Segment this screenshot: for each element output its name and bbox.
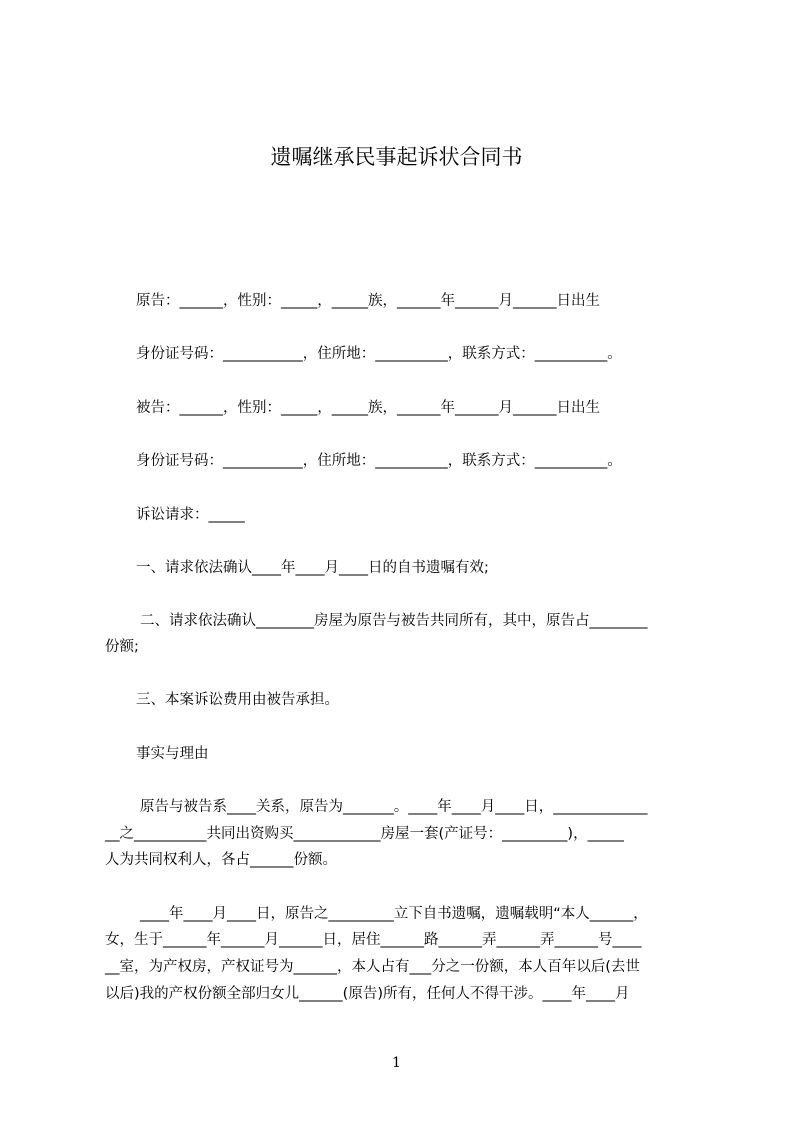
facts-p2-line-2: 女，生于______年______月______日，居住______路______弄______弄______号____ [105, 932, 642, 948]
claim-1: 一、请求依法确认____年____月____日的自书遗嘱有效; [136, 560, 489, 576]
defendant-id-line: 身份证号码：___________，住所地：__________，联系方式：__________。 [136, 453, 622, 469]
facts-p1-line-3: 人为共同权利人，各占______份额。 [105, 852, 337, 868]
facts-heading: 事实与理由 [136, 746, 209, 762]
facts-p2-line-1: ____年____月____日，原告之_________立下自书遗嘱，遗嘱载明“本人______， [140, 906, 648, 922]
plaintiff-id-line: 身份证号码：___________，住所地：__________，联系方式：__________。 [136, 346, 622, 362]
claim-2-line-1: 二、请求依法确认________房屋为原告与被告共同所有，其中，原告占________ [140, 613, 648, 629]
facts-p1-line-1: 原告与被告系____关系，原告为_______。____年____月____日，_____________ [140, 799, 648, 815]
facts-p2-line-4: 以后)我的产权份额全部归女儿______(原告)所有，任何人不得干涉。____年____月 [105, 986, 630, 1002]
claims-heading: 诉讼请求：_____ [136, 507, 245, 523]
page-number: 1 [392, 1055, 401, 1071]
claim-2-line-2: 份额; [105, 639, 139, 655]
plaintiff-line: 原告：______，性别：_____，_____族，______年______月______日出生 [136, 293, 600, 309]
facts-p1-line-2: __之__________共同出资购买____________房屋一套(产证号：_________)，_____ [105, 826, 624, 842]
claim-3: 三、本案诉讼费用由被告承担。 [136, 692, 339, 708]
facts-p2-line-3: __室，为产权房，产权证号为______，本人占有___分之一份额，本人百年以后(去世 [105, 959, 640, 975]
document-title: 遗嘱继承民事起诉状合同书 [270, 145, 523, 169]
defendant-line: 被告：______，性别：_____，_____族，______年______月______日出生 [136, 400, 600, 416]
